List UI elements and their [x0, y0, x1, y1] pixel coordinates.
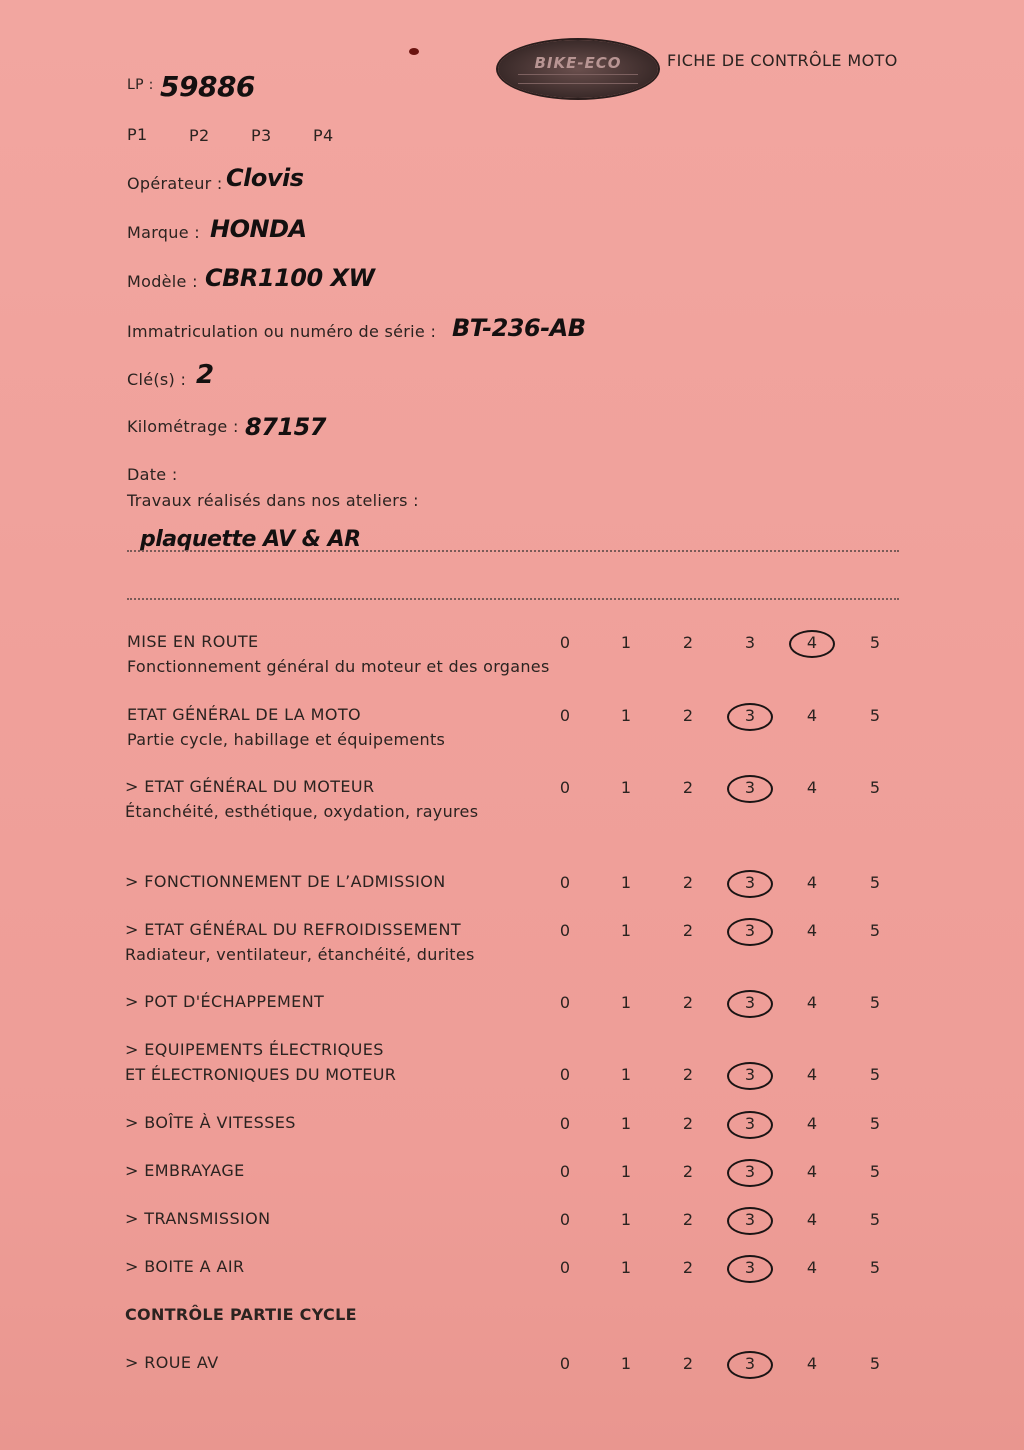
rating-row-title: > FONCTIONNEMENT DE L’ADMISSION — [125, 872, 446, 891]
score-option-0[interactable]: 0 — [559, 1065, 571, 1084]
logo-underline — [518, 74, 638, 84]
score-option-3[interactable]: 3 — [744, 1162, 756, 1181]
travaux-line-1 — [127, 550, 899, 552]
score-option-5[interactable]: 5 — [869, 993, 881, 1012]
selected-score-circle — [727, 1351, 773, 1379]
rating-row-title: > ETAT GÉNÉRAL DU REFROIDISSEMENT — [125, 920, 461, 939]
score-option-3[interactable]: 3 — [744, 873, 756, 892]
score-option-0[interactable]: 0 — [559, 706, 571, 725]
rating-row-title: MISE EN ROUTE — [127, 632, 259, 651]
sheet-title: FICHE DE CONTRÔLE MOTO — [667, 51, 898, 70]
selected-score-circle — [727, 990, 773, 1018]
modele-value: CBR1100 XW — [205, 264, 375, 292]
score-option-4[interactable]: 4 — [806, 1354, 818, 1373]
selected-score-circle — [727, 1159, 773, 1187]
score-option-4[interactable]: 4 — [806, 921, 818, 940]
score-option-2[interactable]: 2 — [682, 633, 694, 652]
score-option-2[interactable]: 2 — [682, 1354, 694, 1373]
score-option-1[interactable]: 1 — [620, 921, 632, 940]
score-option-2[interactable]: 2 — [682, 921, 694, 940]
score-option-5[interactable]: 5 — [869, 921, 881, 940]
rating-row-title: > ROUE AV — [125, 1353, 219, 1372]
score-option-2[interactable]: 2 — [682, 1114, 694, 1133]
marque-label: Marque : — [127, 223, 200, 242]
rating-row-subtitle: Radiateur, ventilateur, étanchéité, durites — [125, 945, 475, 964]
score-option-2[interactable]: 2 — [682, 873, 694, 892]
position-p3: P3 — [251, 126, 272, 145]
score-option-2[interactable]: 2 — [682, 993, 694, 1012]
score-option-5[interactable]: 5 — [869, 1114, 881, 1133]
score-option-5[interactable]: 5 — [869, 1354, 881, 1373]
selected-score-circle — [789, 630, 835, 658]
score-option-2[interactable]: 2 — [682, 1258, 694, 1277]
faded-stamp — [800, 1340, 950, 1376]
rating-row-subtitle: Étanchéité, esthétique, oxydation, rayures — [125, 802, 479, 821]
score-option-5[interactable]: 5 — [869, 1162, 881, 1181]
score-option-3[interactable]: 3 — [744, 778, 756, 797]
bike-eco-logo — [498, 40, 658, 98]
position-p1: P1 — [127, 125, 148, 144]
selected-score-circle — [727, 1111, 773, 1139]
rating-row-title: > TRANSMISSION — [125, 1209, 271, 1228]
logo-text: BIKE-ECO — [534, 54, 622, 72]
score-option-5[interactable]: 5 — [869, 873, 881, 892]
rating-row-title: > EMBRAYAGE — [125, 1161, 245, 1180]
selected-score-circle — [727, 775, 773, 803]
operateur-label: Opérateur : — [127, 174, 223, 193]
score-option-0[interactable]: 0 — [559, 1354, 571, 1373]
selected-score-circle — [727, 1207, 773, 1235]
score-option-2[interactable]: 2 — [682, 706, 694, 725]
kilometrage-value: 87157 — [245, 413, 326, 441]
operateur-value: Clovis — [226, 164, 304, 192]
score-option-3[interactable]: 3 — [744, 706, 756, 725]
kilometrage-label: Kilométrage : — [127, 417, 239, 436]
score-option-1[interactable]: 1 — [620, 1114, 632, 1133]
score-option-0[interactable]: 0 — [559, 1258, 571, 1277]
score-option-1[interactable]: 1 — [620, 1210, 632, 1229]
travaux-value: plaquette AV & AR — [140, 527, 361, 552]
travaux-line-2 — [127, 598, 899, 600]
score-option-5[interactable]: 5 — [869, 778, 881, 797]
rating-row-subtitle: Partie cycle, habillage et équipements — [127, 730, 446, 749]
score-option-3[interactable]: 3 — [744, 1258, 756, 1277]
rating-row-title: > EQUIPEMENTS ÉLECTRIQUES — [125, 1040, 384, 1059]
score-option-1[interactable]: 1 — [620, 778, 632, 797]
rating-row-title: > BOITE A AIR — [125, 1257, 245, 1276]
score-option-1[interactable]: 1 — [620, 1162, 632, 1181]
score-option-2[interactable]: 2 — [682, 1162, 694, 1181]
score-option-0[interactable]: 0 — [559, 1114, 571, 1133]
selected-score-circle — [727, 703, 773, 731]
immatriculation-value: BT-236-AB — [452, 314, 586, 342]
score-option-1[interactable]: 1 — [620, 1065, 632, 1084]
score-option-0[interactable]: 0 — [559, 993, 571, 1012]
modele-label: Modèle : — [127, 272, 198, 291]
score-option-0[interactable]: 0 — [559, 778, 571, 797]
rating-row-title: > BOÎTE À VITESSES — [125, 1113, 296, 1132]
score-option-3[interactable]: 3 — [744, 1210, 756, 1229]
selected-score-circle — [727, 1255, 773, 1283]
score-option-1[interactable]: 1 — [620, 706, 632, 725]
rating-row-subtitle: ET ÉLECTRONIQUES DU MOTEUR — [125, 1065, 397, 1084]
score-option-4[interactable]: 4 — [806, 1114, 818, 1133]
score-option-4[interactable]: 4 — [806, 778, 818, 797]
rating-row-title: ETAT GÉNÉRAL DE LA MOTO — [127, 705, 361, 724]
rating-row-subtitle: Fonctionnement général du moteur et des organes — [127, 657, 550, 676]
section-cycle-title: CONTRÔLE PARTIE CYCLE — [125, 1305, 357, 1324]
position-p2: P2 — [189, 126, 210, 145]
selected-score-circle — [727, 1062, 773, 1090]
score-option-5[interactable]: 5 — [869, 633, 881, 652]
score-option-1[interactable]: 1 — [620, 1354, 632, 1373]
score-option-0[interactable]: 0 — [559, 1210, 571, 1229]
score-option-4[interactable]: 4 — [806, 1210, 818, 1229]
cles-label: Clé(s) : — [127, 370, 187, 389]
position-p4: P4 — [313, 126, 334, 145]
score-option-3[interactable]: 3 — [744, 1354, 756, 1373]
cles-value: 2 — [196, 360, 214, 390]
score-option-3[interactable]: 3 — [744, 633, 756, 652]
score-option-4[interactable]: 4 — [806, 633, 818, 652]
score-option-5[interactable]: 5 — [869, 706, 881, 725]
score-option-1[interactable]: 1 — [620, 633, 632, 652]
immatriculation-label: Immatriculation ou numéro de série : — [127, 322, 437, 341]
score-option-5[interactable]: 5 — [869, 1258, 881, 1277]
score-option-1[interactable]: 1 — [620, 1258, 632, 1277]
score-option-2[interactable]: 2 — [682, 1210, 694, 1229]
rating-row-title: > POT D'ÉCHAPPEMENT — [125, 992, 325, 1011]
score-option-3[interactable]: 3 — [744, 993, 756, 1012]
score-option-4[interactable]: 4 — [806, 1258, 818, 1277]
selected-score-circle — [727, 918, 773, 946]
score-option-2[interactable]: 2 — [682, 778, 694, 797]
score-option-2[interactable]: 2 — [682, 1065, 694, 1084]
score-option-4[interactable]: 4 — [806, 1162, 818, 1181]
lp-value: 59886 — [160, 70, 255, 103]
marque-value: HONDA — [210, 215, 307, 243]
score-option-3[interactable]: 3 — [744, 1114, 756, 1133]
score-option-0[interactable]: 0 — [559, 1162, 571, 1181]
date-label: Date : — [127, 465, 178, 484]
selected-score-circle — [727, 870, 773, 898]
score-option-3[interactable]: 3 — [744, 921, 756, 940]
score-option-5[interactable]: 5 — [869, 1065, 881, 1084]
score-option-0[interactable]: 0 — [559, 921, 571, 940]
travaux-label: Travaux réalisés dans nos ateliers : — [127, 491, 419, 510]
rating-row-title: > ETAT GÉNÉRAL DU MOTEUR — [125, 777, 375, 796]
score-option-0[interactable]: 0 — [559, 873, 571, 892]
score-option-0[interactable]: 0 — [559, 633, 571, 652]
score-option-3[interactable]: 3 — [744, 1065, 756, 1084]
score-option-4[interactable]: 4 — [806, 1065, 818, 1084]
score-option-4[interactable]: 4 — [806, 993, 818, 1012]
score-option-5[interactable]: 5 — [869, 1210, 881, 1229]
score-option-1[interactable]: 1 — [620, 873, 632, 892]
score-option-4[interactable]: 4 — [806, 873, 818, 892]
ink-spot — [409, 48, 419, 55]
score-option-1[interactable]: 1 — [620, 993, 632, 1012]
score-option-4[interactable]: 4 — [806, 706, 818, 725]
lp-label: LP : — [127, 77, 154, 93]
